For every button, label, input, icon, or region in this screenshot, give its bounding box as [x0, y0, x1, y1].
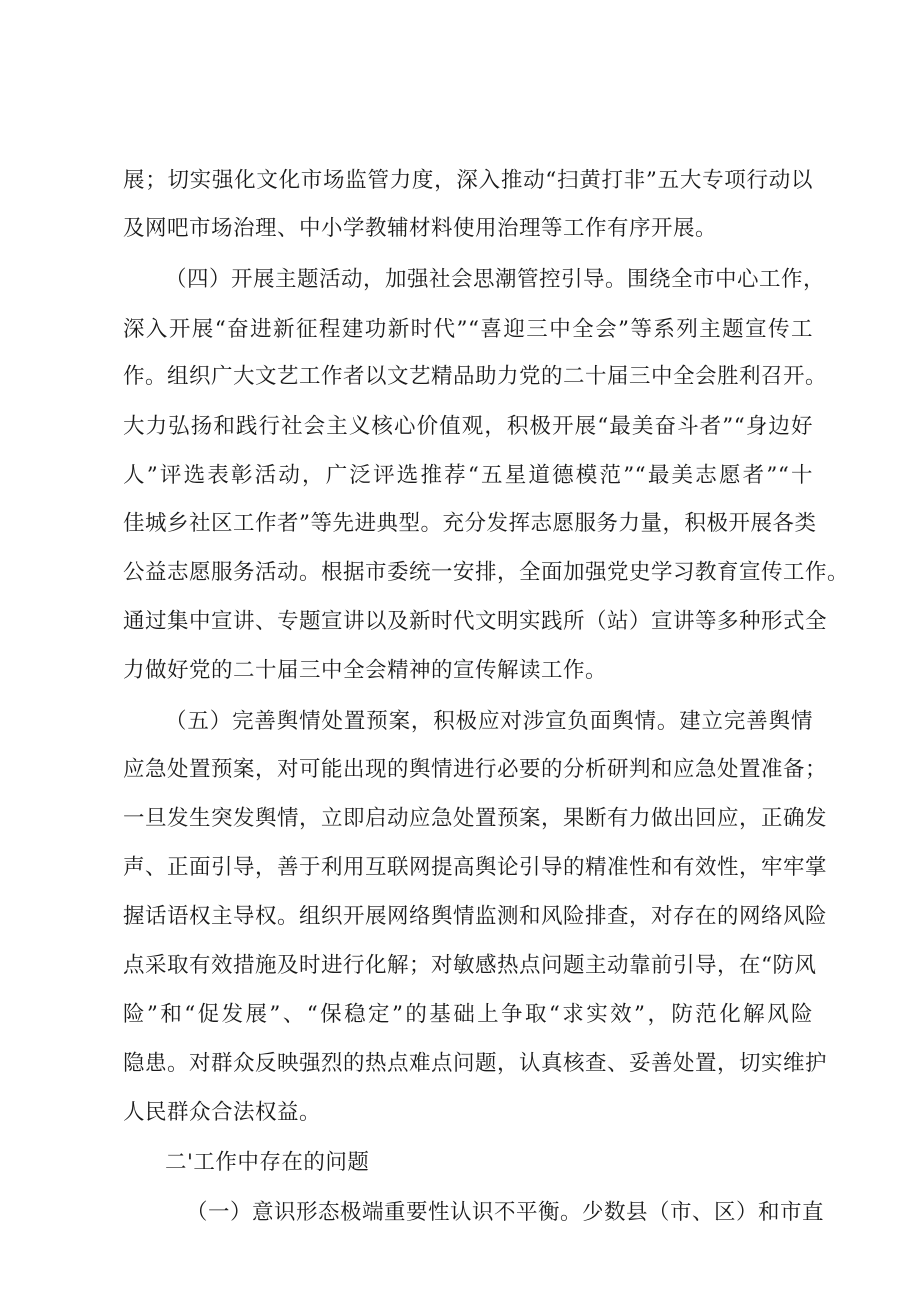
paragraph-line: 及网吧市场治理、中小学教辅材料使用治理等工作有序开展。 — [123, 216, 718, 241]
paragraph-line: 展；切实强化文化市场监管力度，深入推动“扫黄打非”五大专项行动以 — [123, 168, 813, 193]
paragraph-line: 一旦发生突发舆情，立即启动应急处置预案，果断有力做出回应，正确发 — [123, 806, 828, 831]
paragraph-line: （五）完善舆情处置预案，积极应对涉宣负面舆情。建立完善舆情 — [165, 709, 813, 734]
section-heading: 二'工作中存在的问题 — [165, 1150, 370, 1175]
paragraph-line: 通过集中宣讲、专题宣讲以及新时代文明实践所（站）宣讲等多种形式全 — [123, 609, 828, 634]
paragraph-line: 人”评选表彰活动，广泛评选推荐“五星道德模范”“最美志愿者”“十 — [123, 463, 813, 488]
paragraph-line: 公益志愿服务活动。根据市委统一安排，全面加强党史学习教育宣传工作。 — [123, 560, 850, 585]
paragraph-line: 作。组织广大文艺工作者以文艺精品助力党的二十届三中全会胜利召开。 — [123, 364, 828, 389]
paragraph-line: 佳城乡社区工作者”等先进典型。充分发挥志愿服务力量，积极开展各类 — [123, 511, 817, 536]
paragraph-line: 隐患。对群众反映强烈的热点难点问题，认真核查、妥善处置，切实维护 — [123, 1051, 828, 1076]
paragraph-line: 应急处置预案，对可能出现的舆情进行必要的分析研判和应急处置准备； — [123, 757, 828, 782]
paragraph-line: 险”和“促发展”、“保稳定”的基础上争取“求实效”，防范化解风险 — [123, 1002, 813, 1027]
paragraph-line: 点采取有效措施及时进行化解；对敏感热点问题主动靠前引导，在“防风 — [123, 953, 817, 978]
paragraph-line: （四）开展主题活动，加强社会思潮管控引导。围绕全市中心工作， — [165, 267, 826, 292]
paragraph-line: 深入开展“奋进新征程建功新时代”“喜迎三中全会”等系列主题宣传工 — [123, 317, 813, 342]
paragraph-line: 人民群众合法权益。 — [123, 1100, 322, 1125]
paragraph-line: （一）意识形态极端重要性认识不平衡。少数县（市、区）和市直 — [186, 1200, 825, 1225]
paragraph-line: 握话语权主导权。组织开展网络舆情监测和风险排查，对存在的网络风险 — [123, 904, 828, 929]
paragraph-line: 力做好党的二十届三中全会精神的宣传解读工作。 — [123, 658, 608, 683]
paragraph-line: 大力弘扬和践行社会主义核心价值观，积极开展“最美奋斗者”“身边好 — [123, 414, 813, 439]
paragraph-line: 声、正面引导，善于利用互联网提高舆论引导的精准性和有效性，牢牢掌 — [123, 855, 828, 880]
